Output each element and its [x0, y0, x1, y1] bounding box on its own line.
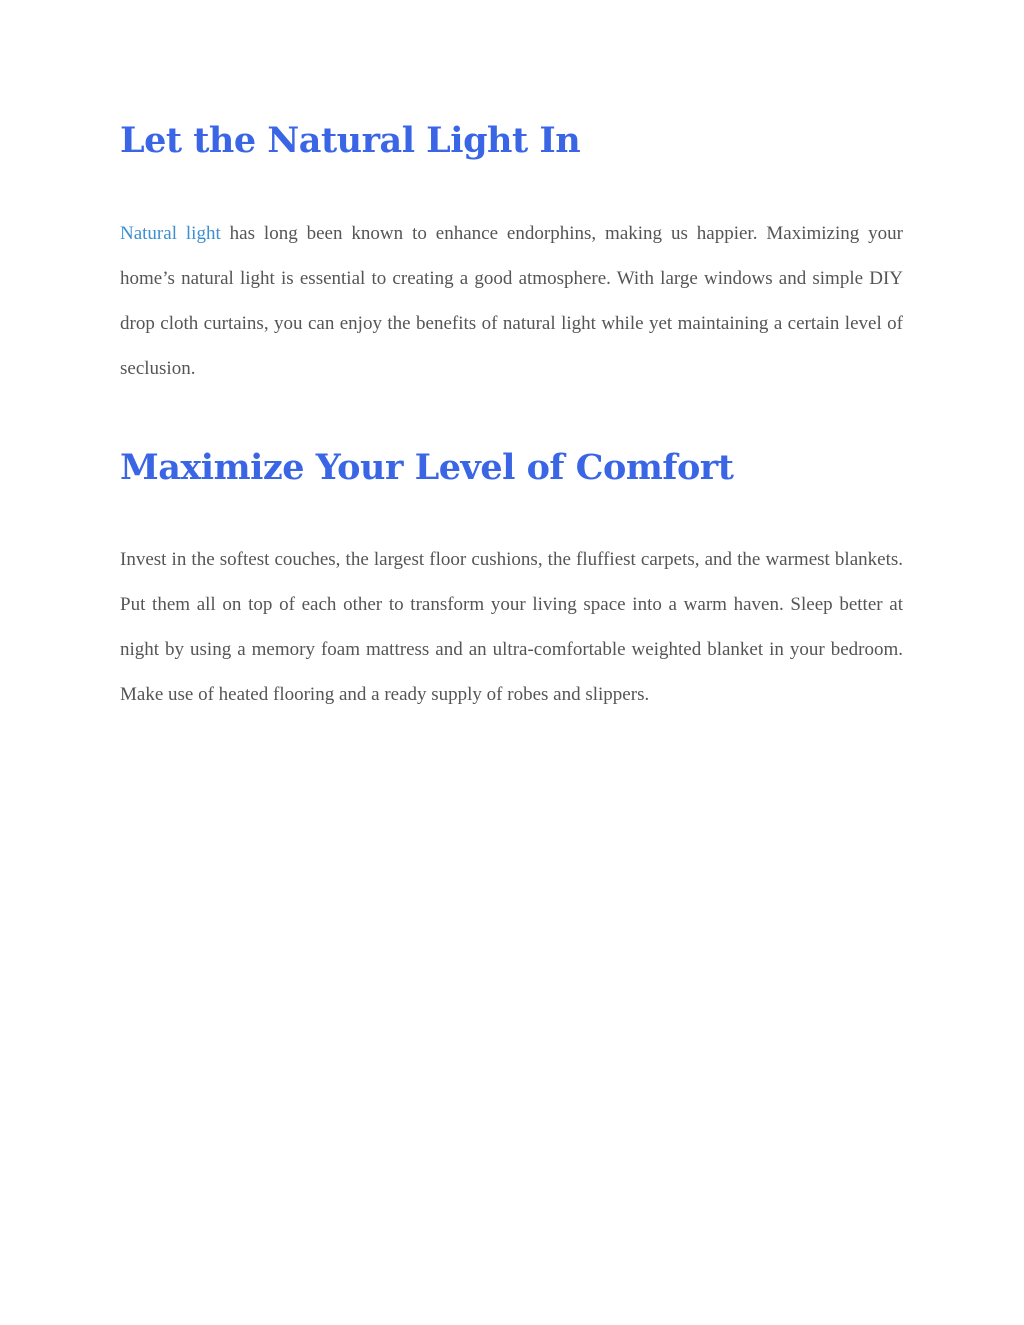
section-paragraph-comfort: Invest in the softest couches, the largest floor cushions, the fluffiest carpets, and the warmest blankets. Put them all on top of each other to transform your living space into a warm haven. Sleep better at night by using a memory foam mattress and an ultra-comfortable weighted blanket in your bedroom. Make use of heated flooring and a ready supply of robes and slippers.: [120, 549, 903, 705]
section-heading-natural-light: Let the Natural Light In: [120, 120, 581, 161]
section-heading-comfort: Maximize Your Level of Comfort: [120, 447, 734, 488]
paragraph-text: has long been known to enhance endorphins, making us happier. Maximizing your home’s natural light is essential to creating a good atmosphere. With large windows and simple DIY drop cloth curtains, you can enjoy the benefits of natural light while yet maintaining a certain level of seclusion.: [120, 223, 904, 379]
natural-light-link[interactable]: Natural light: [120, 223, 221, 244]
section-paragraph-natural-light: [120, 211, 903, 391]
